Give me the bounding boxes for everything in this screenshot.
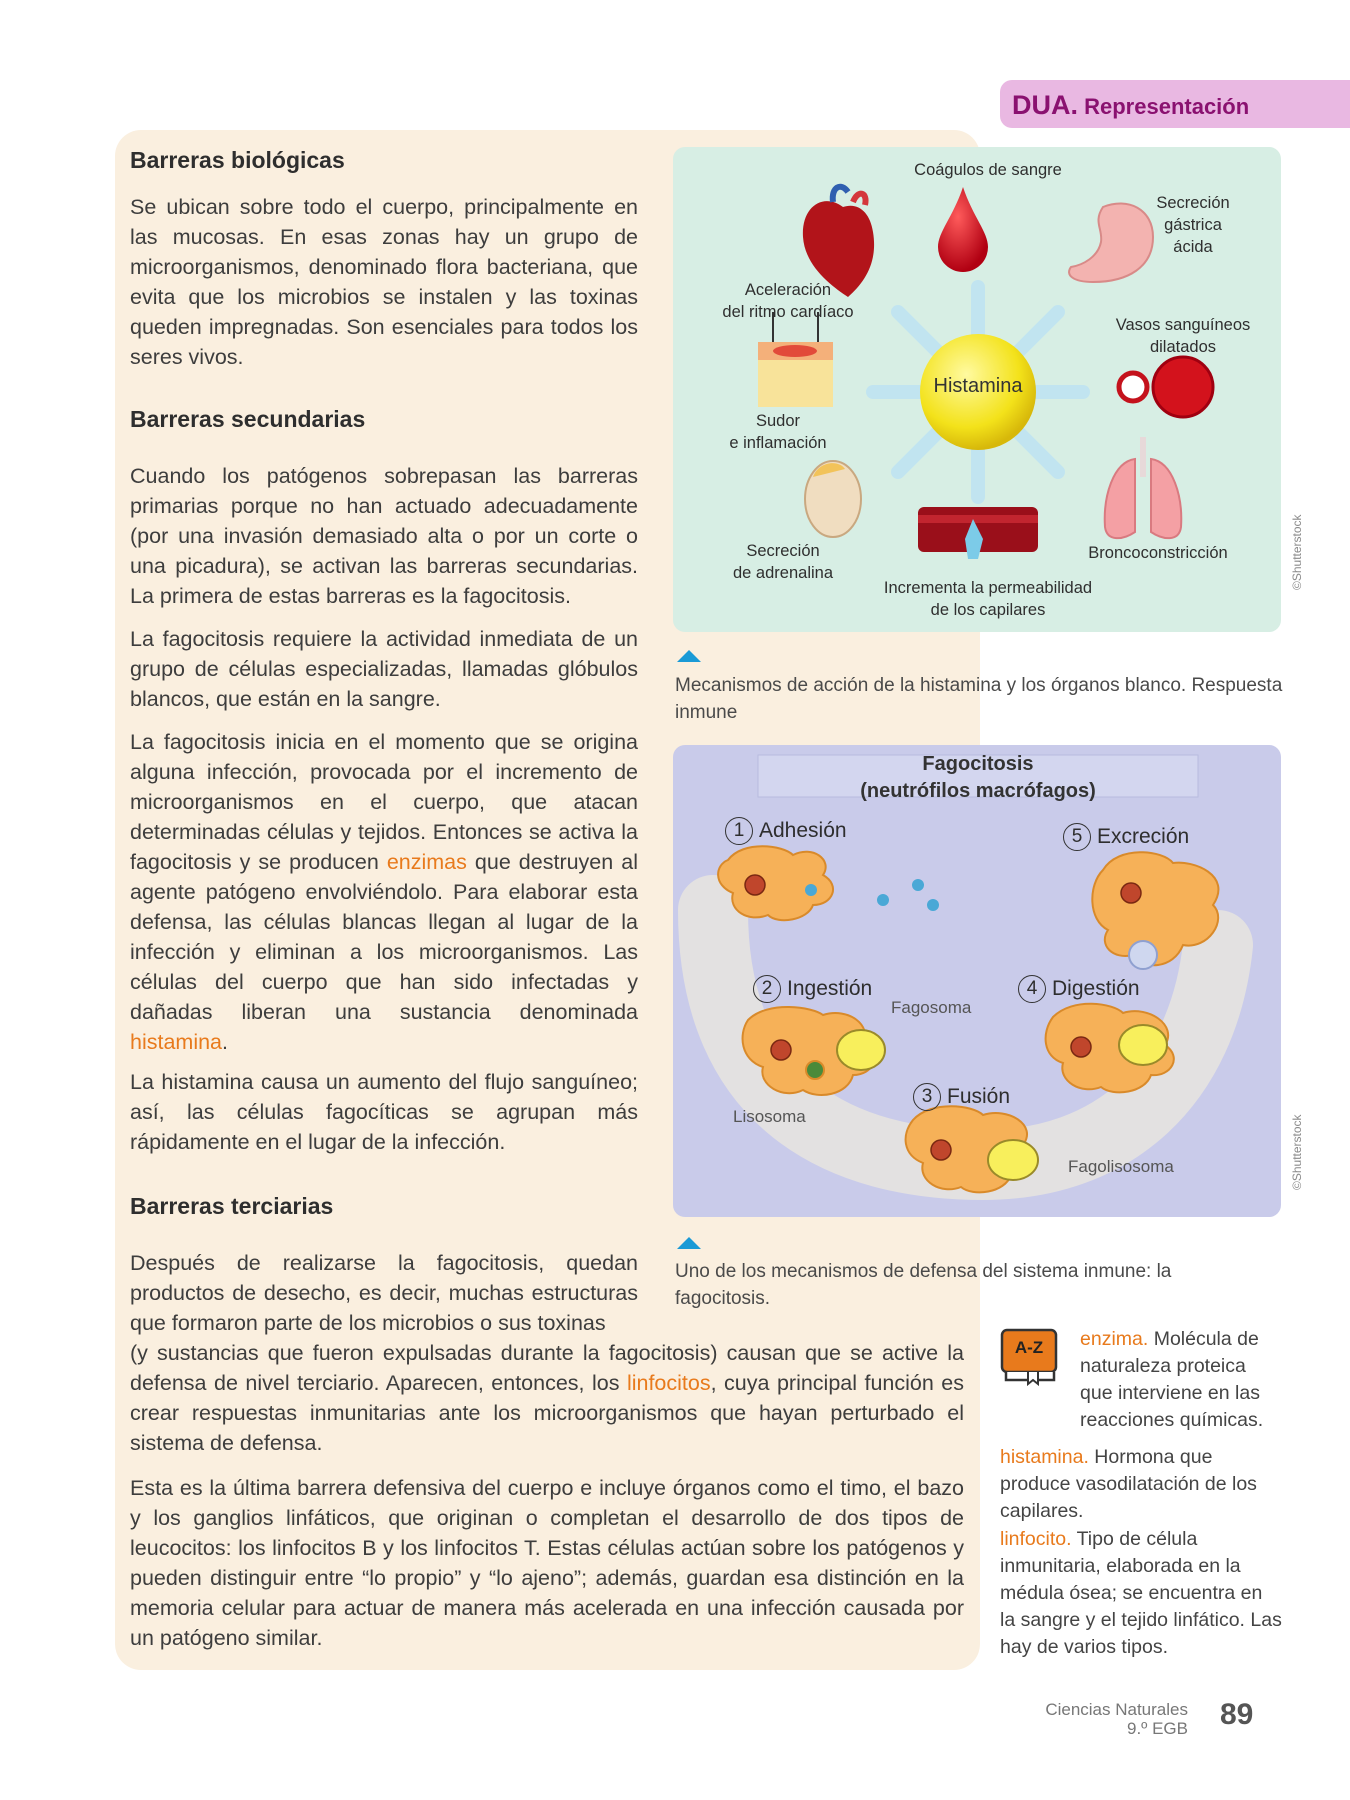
- para-secundarias-3: [130, 727, 638, 1057]
- glossary-entry-enzima-top: [1080, 1326, 1280, 1434]
- label-coagulos: Coágulos de sangre: [914, 161, 1062, 179]
- footer-subject-block: [980, 1700, 1188, 1738]
- label-adrenalina: Secreción de adrenalina: [733, 542, 833, 582]
- blood-drop-icon: [938, 187, 988, 272]
- footer-grade: 9.º EGB: [1126, 1719, 1188, 1738]
- glossary-def-histamina: Hormona que produce vasodilatación de los capilares.: [1000, 1446, 1257, 1522]
- glossary-entry-linfocito: [1000, 1526, 1282, 1661]
- stage-fusion: [913, 1083, 1010, 1111]
- skin-icon: [758, 312, 833, 407]
- label-vasos: Vasos sanguíneos dilatados: [1115, 316, 1251, 356]
- cell-fusion: [906, 1106, 1038, 1192]
- para3-text-a: La fagocitosis inicia en el momento que se origina alguna infección, provocada por el incremento de microorganismos en el cuerpo, que atacan determinadas células y tejidos. Entonces se activa la fagocitosis y se producen: [130, 730, 638, 874]
- para-secundarias-1: Cuando los patógenos sobrepasan las barreras primarias porque no han actuado adecuadamente (por una invasión demasiado alta o por un corte o una picadura), se activan las barreras secundarias. La primera de estas barreras es la fagocitosis.: [130, 464, 638, 608]
- ter-text-c: , cuya principal función es crear respuestas inmunitarias ante los microorganismos que hayan perturbado el sistema de defensa.: [130, 1371, 965, 1455]
- glossary-book-icon: [1000, 1328, 1060, 1386]
- keyword-histamina[interactable]: histamina: [130, 1030, 223, 1054]
- label-sudor: Sudor e inflamación: [729, 412, 827, 452]
- para-terciarias-1b: [130, 1338, 964, 1458]
- glossary-def-enzima: Molécula de naturaleza proteica que interviene en las reacciones químicas.: [1080, 1328, 1264, 1431]
- dua-tab: [1000, 80, 1350, 128]
- capillary-icon: [918, 507, 1038, 559]
- stage-5-label: Excreción: [1097, 825, 1190, 848]
- caption-fig2: Uno de los mecanismos de defensa del sistema inmune: la fagocitosis.: [675, 1261, 1172, 1309]
- caption-marker-1: [677, 650, 701, 662]
- histamine-label: Histamina: [933, 375, 1023, 397]
- caption-fig1: Mecanismos de acción de la histamina y los órganos blanco. Respuesta inmune: [675, 675, 1283, 723]
- adrenal-gland-icon: [805, 461, 861, 537]
- heading-biologicas: Barreras biológicas: [130, 147, 345, 173]
- heading-terciarias: Barreras terciarias: [130, 1193, 334, 1219]
- stage-excretion: [1063, 823, 1189, 851]
- para-secundarias-4: La histamina causa un aumento del flujo sanguíneo; así, las células fagocíticas se agrupan más rápidamente en el lugar de la infección.: [130, 1070, 638, 1154]
- stage-5-number: 5: [1063, 823, 1091, 851]
- phagocytosis-title-line1: Fagocitosis: [922, 753, 1034, 775]
- glossary-def-linfocito: Tipo de célula inmunitaria, elaborada en la médula ósea; se encuentra en la sangre y el tejido linfático. Las hay de varios tipos.: [1000, 1528, 1282, 1658]
- label-permeabilidad: Incrementa la permeabilidad de los capilares: [883, 579, 1093, 619]
- stage-digestion: [1018, 975, 1140, 1003]
- ter-text-b: (y sustancias que fueron expulsadas durante la fagocitosis) causan que se active la defensa de nivel terciario. Aparecen, entonces, los: [130, 1341, 964, 1395]
- stage-4-label: Digestión: [1052, 977, 1140, 1000]
- dilated-vessel-icon: [1153, 357, 1213, 417]
- stage-1-label: Adhesión: [759, 819, 847, 842]
- glossary-term-histamina: histamina.: [1000, 1446, 1089, 1468]
- label-aceleracion: Aceleración del ritmo cardíaco: [722, 281, 854, 321]
- label-lisosoma: Lisosoma: [733, 1107, 806, 1126]
- glossary-term-linfocito: linfocito.: [1000, 1528, 1072, 1550]
- label-bronco: Broncoconstricción: [1088, 544, 1228, 562]
- stage-adhesion: [725, 817, 847, 845]
- glossary-term-enzima: enzima.: [1080, 1328, 1149, 1350]
- credit-fig2: ©Shutterstock: [1290, 1114, 1304, 1190]
- keyword-linfocitos[interactable]: linfocitos: [626, 1371, 711, 1395]
- stage-3-label: Fusión: [947, 1085, 1011, 1108]
- para3-text-b: que destruyen al agente patógeno envolviéndolo. Para elaborar esta defensa, las células blancas llegan al lugar de la infección y eliminan a los microorganismos. Las células del cuerpo que han sido infectadas y dañadas liberan una sustancia denominada: [130, 850, 638, 1024]
- para-secundarias-2: La fagocitosis requiere la actividad inmediata de un grupo de células especializadas, llamadas glóbulos blancos, que están en la sangre.: [130, 627, 638, 711]
- glossary-entry-histamina: [1000, 1444, 1282, 1525]
- para-terciarias-1a: Después de realizarse la fagocitosis, quedan productos de desecho, es decir, muchas estructuras que formaron parte de los microbios o sus toxinas: [130, 1251, 638, 1335]
- cell-adhesion: [718, 846, 833, 920]
- stage-4-number: 4: [1018, 975, 1046, 1003]
- label-fagosoma: Fagosoma: [891, 998, 972, 1017]
- credit-fig1: ©Shutterstock: [1290, 514, 1304, 590]
- phagocytosis-title-line2: (neutrófilos macrófagos): [860, 780, 1096, 802]
- stage-3-number: 3: [913, 1083, 941, 1111]
- para-biologicas: Se ubican sobre todo el cuerpo, principalmente en las mucosas. En esas zonas hay un grupo de microorganismos, denominado flora bacteriana, que evita que los microbios se instalen y las toxinas queden impregnadas. Son esenciales para todos los seres vivos.: [130, 195, 638, 369]
- phagocytosis-figure: [673, 745, 1281, 1217]
- keyword-enzimas[interactable]: enzimas: [386, 850, 467, 874]
- para3-text-c: .: [222, 1030, 228, 1054]
- label-gastrica: Secreción gástrica ácida: [1156, 194, 1230, 256]
- heading-secundarias: Barreras secundarias: [130, 406, 366, 432]
- dua-label: DUA.: [1012, 90, 1078, 120]
- dua-representation: Representación: [1078, 94, 1250, 119]
- para-terciarias-2: Esta es la última barrera defensiva del cuerpo e incluye órganos como el timo, el bazo y los ganglios linfáticos, que originan o completan el desarrollo de dos tipos de leucocitos: los linfocitos B y los linfocitos T. Estas células actúan sobre los patógenos y pueden distinguir entre “lo propio” y “lo ajeno”; además, guardan esa distinción en la memoria celular para actuar de manera más acelerada en una infección causada por un patógeno similar.: [130, 1476, 964, 1650]
- small-vessel-icon: [1119, 373, 1147, 401]
- histamine-figure: [673, 147, 1281, 632]
- glossary-icon-text: A-Z: [1014, 1338, 1044, 1357]
- phagocytosis-title: [758, 751, 1198, 805]
- page-number: 89: [1220, 1698, 1254, 1731]
- lungs-icon: [1105, 437, 1182, 538]
- label-fagolisosoma: Fagolisosoma: [1068, 1157, 1174, 1176]
- stage-1-number: 1: [725, 817, 753, 845]
- stage-2-number: 2: [753, 975, 781, 1003]
- stage-2-label: Ingestión: [787, 977, 873, 1000]
- footer-subject: Ciencias Naturales: [1045, 1700, 1188, 1719]
- stage-ingestion: [753, 975, 872, 1003]
- caption-marker-2: [677, 1237, 701, 1249]
